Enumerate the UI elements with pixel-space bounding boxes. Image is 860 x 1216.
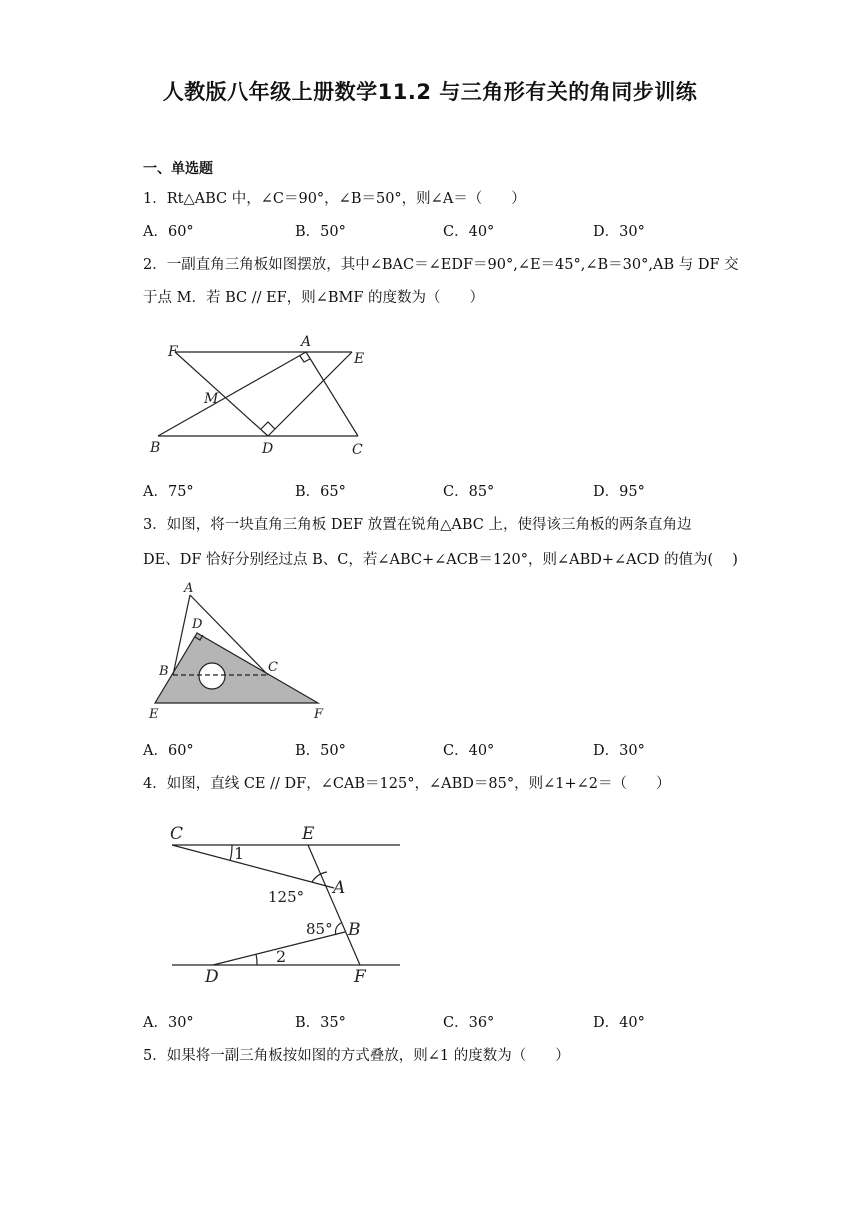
question-4-stem: 4．如图，直线 CE // DF，∠CAB＝125°，∠ABD＝85°，则∠1+∠2＝（ ） — [143, 776, 671, 792]
q4-label-angle-2: 2 — [276, 947, 287, 966]
q2-label-d: D — [262, 441, 274, 457]
q2-line-ba — [158, 352, 306, 436]
q2-label-f: F — [168, 344, 178, 360]
q1-option-b: B．50° — [295, 224, 346, 240]
q3-label-e: E — [149, 707, 159, 722]
q2-line-ac — [306, 352, 358, 436]
question-1-stem: 1．Rt△ABC 中，∠C＝90°，∠B＝50°，则∠A＝（ ） — [143, 191, 526, 207]
q4-label-125: 125° — [268, 888, 305, 906]
q2-label-a: A — [301, 334, 312, 350]
question-5-stem: 5．如果将一副三角板按如图的方式叠放，则∠1 的度数为（ ） — [143, 1048, 570, 1064]
q4-arc-1 — [230, 845, 232, 861]
q2-right-angle-d — [261, 422, 275, 429]
q4-label-85: 85° — [306, 920, 333, 938]
page-title: 人教版八年级上册数学11.2 与三角形有关的角同步训练 — [162, 80, 698, 104]
q4-line-ef — [308, 845, 360, 965]
q1-option-a: A．60° — [143, 224, 194, 240]
q2-line-de — [268, 352, 352, 436]
q4-option-d: D．40° — [593, 1015, 645, 1031]
q2-option-b: B．65° — [295, 484, 346, 500]
q3-figure — [140, 578, 340, 723]
q4-arc-125 — [312, 872, 327, 882]
question-2-stem-line2: 于点 M．若 BC // EF，则∠BMF 的度数为（ ） — [143, 290, 485, 306]
q4-option-c: C．36° — [443, 1015, 495, 1031]
q4-label-d: D — [205, 967, 219, 987]
q3-label-a: A — [184, 581, 194, 596]
q3-option-a: A．60° — [143, 743, 194, 759]
q2-label-m: M — [204, 391, 219, 407]
q3-option-b: B．50° — [295, 743, 346, 759]
q4-figure — [160, 820, 410, 990]
q4-label-a: A — [333, 878, 346, 898]
q4-label-b: B — [348, 920, 361, 940]
q4-line-ca — [172, 845, 334, 888]
q3-option-c: C．40° — [443, 743, 495, 759]
q4-label-angle-1: 1 — [234, 844, 245, 863]
q4-label-e: E — [302, 824, 315, 844]
q1-option-c: C．40° — [443, 224, 495, 240]
q1-option-d: D．30° — [593, 224, 645, 240]
question-3-stem-line1: 3．如图，将一块直角三角板 DEF 放置在锐角△ABC 上，使得该三角板的两条直角边 — [143, 517, 692, 533]
q4-option-a: A．30° — [143, 1015, 194, 1031]
q3-option-d: D．30° — [593, 743, 645, 759]
q4-arc-2 — [256, 954, 257, 965]
section-heading: 一、单选题 — [143, 161, 213, 177]
q4-label-f: F — [354, 967, 366, 987]
q2-option-c: C．85° — [443, 484, 495, 500]
q4-label-c: C — [170, 824, 184, 844]
question-3-stem-line2: DE、DF 恰好分别经过点 B、C，若∠ABC+∠ACB＝120°，则∠ABD+∠ACD 的值为( ) — [143, 552, 738, 568]
question-2-stem-line1: 2．一副直角三角板如图摆放，其中∠BAC＝∠EDF＝90°,∠E＝45°,∠B＝30°,AB 与 DF 交 — [143, 257, 739, 273]
q2-figure — [140, 330, 380, 460]
q3-label-f: F — [314, 707, 324, 722]
q2-line-fd — [175, 352, 268, 436]
q2-label-e: E — [354, 351, 365, 367]
q3-label-b: B — [159, 664, 169, 679]
q2-label-b: B — [150, 440, 161, 456]
q2-option-d: D．95° — [593, 484, 645, 500]
q3-label-c: C — [268, 660, 278, 675]
q4-option-b: B．35° — [295, 1015, 346, 1031]
q3-circle-hole — [199, 663, 225, 689]
q3-label-d: D — [192, 617, 203, 632]
q2-label-c: C — [352, 442, 363, 458]
q2-option-a: A．75° — [143, 484, 194, 500]
